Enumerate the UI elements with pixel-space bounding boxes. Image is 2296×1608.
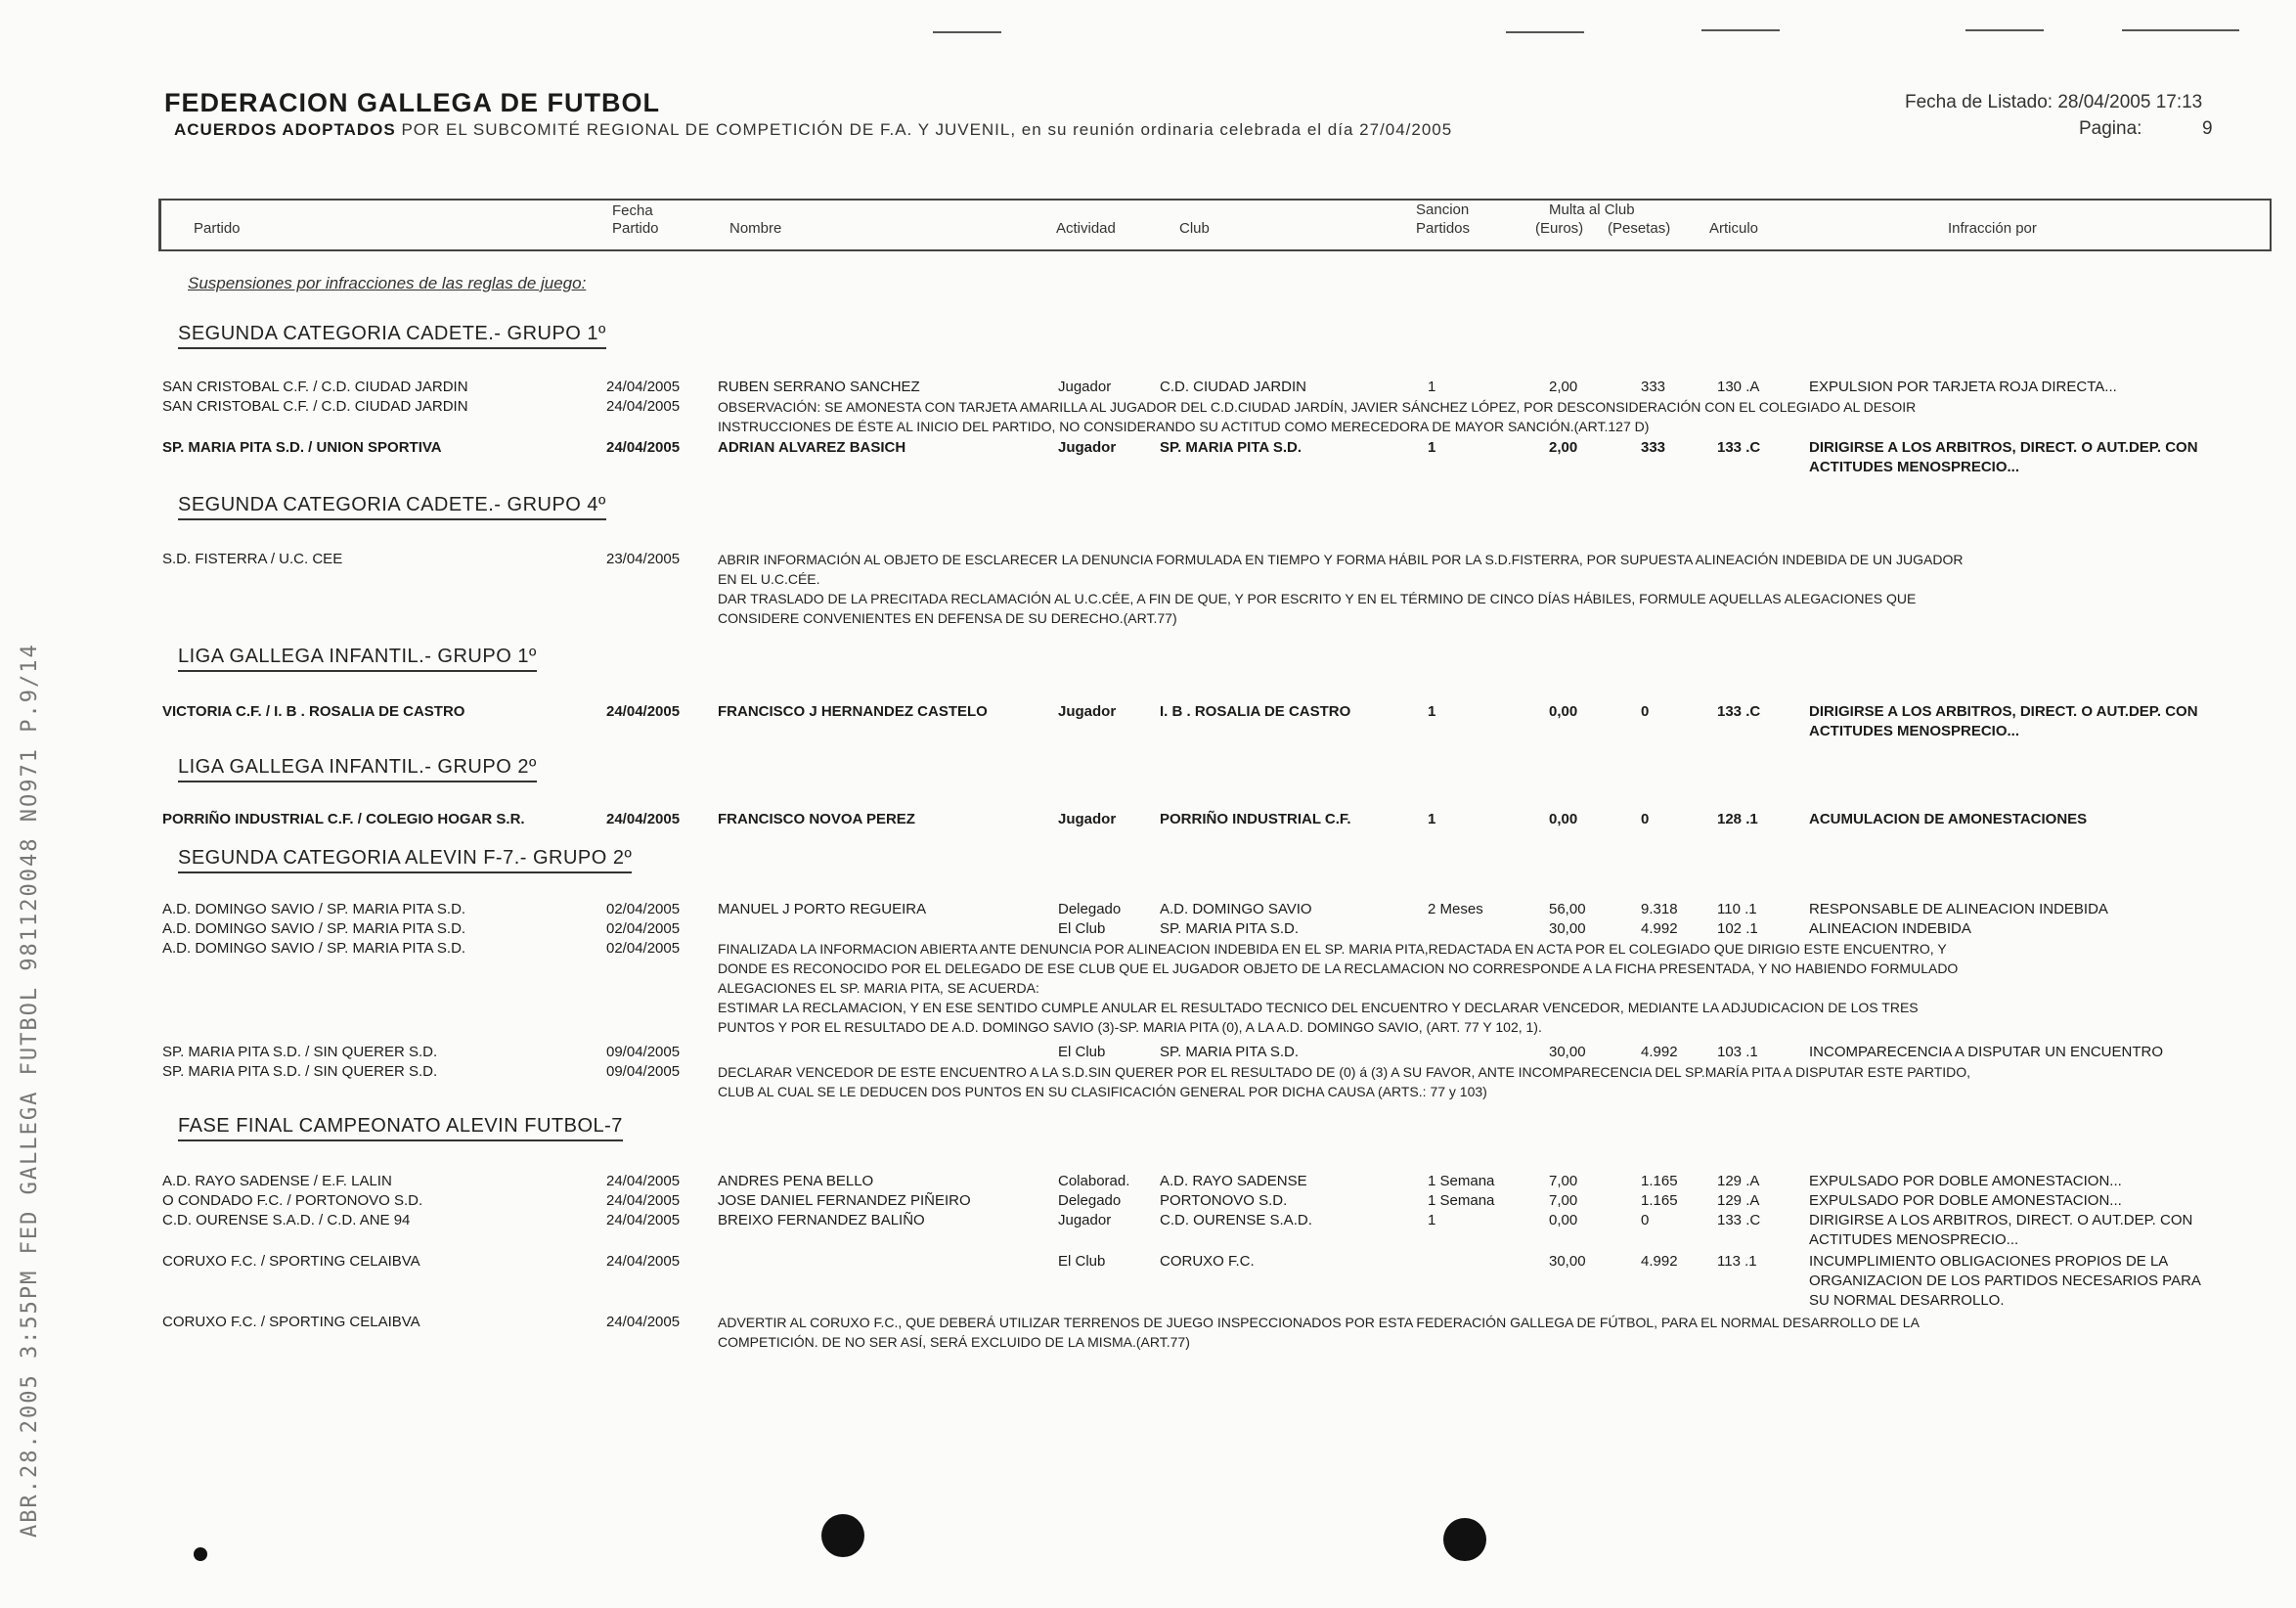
fecha-listado (1905, 92, 2202, 113)
cell-fecha: 24/04/2005 (606, 439, 681, 456)
cell-actividad: Delegado (1058, 901, 1122, 917)
cell-articulo: 133 .C (1717, 439, 1761, 456)
cell-partido: SP. MARIA PITA S.D. / UNION SPORTIVA (162, 439, 442, 456)
cell-club: I. B . ROSALIA DE CASTRO (1160, 703, 1351, 720)
observation-line: ADVERTIR AL CORUXO F.C., QUE DEBERÁ UTILIZAR TERRENOS DE JUEGO INSPECCIONADOS POR ESTA FEDERACIÓN GALLEGA DE FÚTBOL, PARA EL NORMAL DESARROLLO DE LA (718, 1315, 1920, 1330)
cell-euros: 2,00 (1549, 379, 1578, 395)
cell-euros: 7,00 (1549, 1173, 1578, 1189)
cell-articulo: 110 .1 (1717, 901, 1757, 917)
cell-euros: 30,00 (1549, 1044, 1586, 1060)
cell-actividad: Jugador (1058, 1212, 1112, 1228)
cell-actividad: Jugador (1058, 703, 1117, 720)
cell-pesetas: 1.165 (1641, 1173, 1678, 1189)
pagina-label: Pagina: (2079, 118, 2142, 139)
scan-mark (2122, 29, 2239, 31)
cell-euros: 30,00 (1549, 1253, 1586, 1270)
cell-articulo: 133 .C (1717, 703, 1761, 720)
cell-fecha: 23/04/2005 (606, 551, 681, 567)
cell-pesetas: 0 (1641, 703, 1650, 720)
group-title: FASE FINAL CAMPEONATO ALEVIN FUTBOL-7 (178, 1115, 623, 1141)
cell-euros: 30,00 (1549, 920, 1586, 937)
subtitle-lead: ACUERDOS ADOPTADOS (174, 120, 396, 139)
cell-actividad: El Club (1058, 920, 1106, 937)
observation-line: INSTRUCCIONES DE ÉSTE AL INICIO DEL PARTIDO, NO CONSIDERANDO SU ACTITUD COMO MERECEDORA DE MAYOR SANCIÓN.(ART.127 D) (718, 419, 1650, 434)
observation-line: DAR TRASLADO DE LA PRECITADA RECLAMACIÓN AL U.C.CÉE, A FIN DE QUE, Y POR ESCRITO Y EN EL TÉRMINO DE CINCO DÍAS HÁBILES, FORMULE AQUELLAS ALEGACIONES QUE (718, 591, 1917, 606)
cell-infraccion: ORGANIZACION DE LOS PARTIDOS NECESARIOS PARA (1809, 1273, 2201, 1289)
cell-fecha: 24/04/2005 (606, 1192, 681, 1209)
cell-club: A.D. RAYO SADENSE (1160, 1173, 1307, 1189)
cell-partido: A.D. DOMINGO SAVIO / SP. MARIA PITA S.D. (162, 920, 466, 937)
cell-pesetas: 333 (1641, 439, 1666, 456)
cell-partido: CORUXO F.C. / SPORTING CELAIBVA (162, 1314, 420, 1330)
fecha-value: 28/04/2005 17:13 (2057, 92, 2203, 112)
cell-fecha: 02/04/2005 (606, 901, 681, 917)
cell-pesetas: 1.165 (1641, 1192, 1678, 1209)
cell-euros: 7,00 (1549, 1192, 1578, 1209)
scan-mark (1701, 29, 1780, 31)
col-infraccion: Infracción por (1948, 220, 2037, 237)
document-subtitle (174, 120, 1452, 140)
cell-infraccion: SU NORMAL DESARROLLO. (1809, 1292, 2005, 1309)
col-fecha-1: Fecha (612, 202, 653, 219)
cell-club: C.D. OURENSE S.A.D. (1160, 1212, 1312, 1228)
col-club: Club (1179, 220, 1210, 237)
cell-club: CORUXO F.C. (1160, 1253, 1255, 1270)
scan-mark (1506, 31, 1584, 33)
cell-partido: O CONDADO F.C. / PORTONOVO S.D. (162, 1192, 423, 1209)
col-multa-euros: (Euros) (1535, 220, 1584, 237)
cell-fecha: 09/04/2005 (606, 1044, 681, 1060)
fax-header: ABR.28.2005 3:55PM FED GALLEGA FUTBOL 981120048 NO971 P.9/14 (18, 643, 42, 1538)
cell-infraccion: EXPULSION POR TARJETA ROJA DIRECTA... (1809, 379, 2117, 395)
scan-speck (194, 1547, 207, 1561)
cell-articulo: 129 .A (1717, 1173, 1760, 1189)
cell-actividad: El Club (1058, 1253, 1106, 1270)
observation-line: ESTIMAR LA RECLAMACION, Y EN ESE SENTIDO CUMPLE ANULAR EL RESULTADO TECNICO DEL ENCUENTRO Y DECLARAR VENCEDOR, MEDIANTE LA ADJUDICACION DE LOS TRES (718, 1000, 1919, 1015)
cell-pesetas: 0 (1641, 1212, 1650, 1228)
cell-fecha: 24/04/2005 (606, 703, 681, 720)
cell-nombre: FRANCISCO NOVOA PEREZ (718, 811, 915, 827)
cell-partido: C.D. OURENSE S.A.D. / C.D. ANE 94 (162, 1212, 411, 1228)
scan-mark (933, 31, 1001, 33)
cell-partido: SP. MARIA PITA S.D. / SIN QUERER S.D. (162, 1063, 438, 1080)
cell-articulo: 113 .1 (1717, 1253, 1757, 1270)
col-sancion-1: Sancion (1416, 201, 1470, 218)
observation-line: EN EL U.C.CÉE. (718, 571, 820, 587)
cell-articulo: 128 .1 (1717, 811, 1758, 827)
cell-nombre: MANUEL J PORTO REGUEIRA (718, 901, 927, 917)
cell-euros: 0,00 (1549, 811, 1578, 827)
fecha-label: Fecha de Listado: (1905, 92, 2053, 112)
pagina-value: 9 (2202, 118, 2213, 139)
cell-fecha: 02/04/2005 (606, 920, 681, 937)
cell-nombre: BREIXO FERNANDEZ BALIÑO (718, 1212, 925, 1228)
cell-nombre: RUBEN SERRANO SANCHEZ (718, 379, 920, 395)
col-actividad: Actividad (1056, 220, 1116, 237)
cell-partido: S.D. FISTERRA / U.C. CEE (162, 551, 343, 567)
cell-infraccion: DIRIGIRSE A LOS ARBITROS, DIRECT. O AUT.DEP. CON (1809, 439, 2198, 456)
scan-hole (821, 1514, 864, 1557)
cell-partido: A.D. RAYO SADENSE / E.F. LALIN (162, 1173, 392, 1189)
group-title: LIGA GALLEGA INFANTIL.- GRUPO 2º (178, 756, 537, 782)
cell-fecha: 24/04/2005 (606, 398, 681, 415)
document-title: FEDERACION GALLEGA DE FUTBOL (164, 88, 660, 117)
cell-articulo: 129 .A (1717, 1192, 1760, 1209)
cell-infraccion: ACTITUDES MENOSPRECIO... (1809, 459, 2020, 475)
cell-fecha: 24/04/2005 (606, 1253, 681, 1270)
cell-nombre: JOSE DANIEL FERNANDEZ PIÑEIRO (718, 1192, 971, 1209)
cell-fecha: 24/04/2005 (606, 1314, 681, 1330)
cell-actividad: Jugador (1058, 439, 1117, 456)
cell-nombre: ADRIAN ALVAREZ BASICH (718, 439, 906, 456)
col-fecha-2: Partido (612, 220, 659, 237)
cell-partido: CORUXO F.C. / SPORTING CELAIBVA (162, 1253, 420, 1270)
cell-pesetas: 9.318 (1641, 901, 1678, 917)
cell-infraccion: DIRIGIRSE A LOS ARBITROS, DIRECT. O AUT.DEP. CON (1809, 1212, 2193, 1228)
cell-articulo: 102 .1 (1717, 920, 1758, 937)
observation-line: COMPETICIÓN. DE NO SER ASÍ, SERÁ EXCLUIDO DE LA MISMA.(ART.77) (718, 1334, 1190, 1350)
observation-line: ABRIR INFORMACIÓN AL OBJETO DE ESCLARECER LA DENUNCIA FORMULADA EN TIEMPO Y FORMA HÁBIL POR LA S.D.FISTERRA, POR SUPUESTA ALINEACIÓN INDEBIDA DE UN JUGADOR (718, 552, 1964, 567)
group-title: SEGUNDA CATEGORIA CADETE.- GRUPO 1º (178, 323, 606, 349)
cell-fecha: 24/04/2005 (606, 1173, 681, 1189)
cell-infraccion: DIRIGIRSE A LOS ARBITROS, DIRECT. O AUT.DEP. CON (1809, 703, 2198, 720)
cell-club: PORTONOVO S.D. (1160, 1192, 1288, 1209)
cell-euros: 56,00 (1549, 901, 1586, 917)
cell-club: SP. MARIA PITA S.D. (1160, 1044, 1299, 1060)
scan-mark (1965, 29, 2044, 31)
cell-fecha: 02/04/2005 (606, 940, 681, 957)
cell-sancion: 1 (1428, 811, 1436, 827)
cell-club: PORRIÑO INDUSTRIAL C.F. (1160, 811, 1351, 827)
cell-actividad: Delegado (1058, 1192, 1122, 1209)
cell-sancion: 1 Semana (1428, 1192, 1495, 1209)
observation-line: PUNTOS Y POR EL RESULTADO DE A.D. DOMINGO SAVIO (3)-SP. MARIA PITA (0), A LA A.D. DOMINGO SAVIO, (ART. 77 Y 102, 1). (718, 1019, 1542, 1035)
cell-sancion: 1 (1428, 703, 1436, 720)
cell-partido: A.D. DOMINGO SAVIO / SP. MARIA PITA S.D. (162, 940, 466, 957)
col-articulo: Articulo (1709, 220, 1759, 237)
col-nombre: Nombre (729, 220, 782, 237)
cell-partido: SAN CRISTOBAL C.F. / C.D. CIUDAD JARDIN (162, 398, 468, 415)
observation-line: DECLARAR VENCEDOR DE ESTE ENCUENTRO A LA S.D.SIN QUERER POR EL RESULTADO DE (0) á (3) A SU FAVOR, ANTE INCOMPARECENCIA DEL SP.MARÍA PITA A DISPUTAR ESTE PARTIDO, (718, 1064, 1971, 1080)
cell-fecha: 24/04/2005 (606, 811, 681, 827)
cell-sancion: 1 (1428, 439, 1436, 456)
cell-infraccion: ACTITUDES MENOSPRECIO... (1809, 1231, 2019, 1248)
cell-actividad: Jugador (1058, 811, 1117, 827)
col-partido: Partido (194, 220, 241, 237)
cell-pesetas: 333 (1641, 379, 1666, 395)
observation-line: FINALIZADA LA INFORMACION ABIERTA ANTE DENUNCIA POR ALINEACION INDEBIDA EN EL SP. MARIA PITA,REDACTADA EN ACTA POR EL COLEGIADO QUE DIRIGIO ESTE ENCUENTRO, Y (718, 941, 1947, 957)
cell-fecha: 24/04/2005 (606, 1212, 681, 1228)
cell-club: C.D. CIUDAD JARDIN (1160, 379, 1307, 395)
cell-partido: SP. MARIA PITA S.D. / SIN QUERER S.D. (162, 1044, 438, 1060)
scan-hole (1443, 1518, 1486, 1561)
cell-partido: A.D. DOMINGO SAVIO / SP. MARIA PITA S.D. (162, 901, 466, 917)
cell-club: A.D. DOMINGO SAVIO (1160, 901, 1312, 917)
cell-infraccion: INCOMPARECENCIA A DISPUTAR UN ENCUENTRO (1809, 1044, 2163, 1060)
cell-sancion: 2 Meses (1428, 901, 1483, 917)
observation-line: CLUB AL CUAL SE LE DEDUCEN DOS PUNTOS EN SU CLASIFICACIÓN GENERAL POR DICHA CAUSA (ARTS.: 77 y 103) (718, 1084, 1487, 1099)
cell-sancion: 1 (1428, 1212, 1436, 1228)
section-title: Suspensiones por infracciones de las reglas de juego: (188, 274, 587, 292)
cell-actividad: Jugador (1058, 379, 1112, 395)
cell-articulo: 130 .A (1717, 379, 1760, 395)
cell-euros: 0,00 (1549, 703, 1578, 720)
col-sancion-2: Partidos (1416, 220, 1471, 237)
cell-euros: 0,00 (1549, 1212, 1578, 1228)
cell-infraccion: INCUMPLIMIENTO OBLIGACIONES PROPIOS DE LA (1809, 1253, 2169, 1270)
cell-articulo: 133 .C (1717, 1212, 1761, 1228)
cell-articulo: 103 .1 (1717, 1044, 1758, 1060)
cell-sancion: 1 (1428, 379, 1436, 395)
col-multa-pesetas: (Pesetas) (1608, 220, 1671, 237)
col-multa: Multa al Club (1549, 201, 1635, 218)
cell-nombre: ANDRES PENA BELLO (718, 1173, 874, 1189)
cell-actividad: Colaborad. (1058, 1173, 1130, 1189)
cell-infraccion: EXPULSADO POR DOBLE AMONESTACION... (1809, 1173, 2122, 1189)
cell-club: SP. MARIA PITA S.D. (1160, 920, 1299, 937)
cell-fecha: 24/04/2005 (606, 379, 681, 395)
cell-euros: 2,00 (1549, 439, 1578, 456)
cell-pesetas: 0 (1641, 811, 1650, 827)
cell-sancion: 1 Semana (1428, 1173, 1495, 1189)
group-title: LIGA GALLEGA INFANTIL.- GRUPO 1º (178, 646, 537, 672)
cell-pesetas: 4.992 (1641, 1044, 1678, 1060)
observation-line: ALEGACIONES EL SP. MARIA PITA, SE ACUERDA: (718, 980, 1039, 996)
cell-actividad: El Club (1058, 1044, 1106, 1060)
subtitle-rest: POR EL SUBCOMITÉ REGIONAL DE COMPETICIÓN DE F.A. Y JUVENIL, en su reunión ordinaria celebrada el día 27/04/2005 (401, 120, 1453, 139)
cell-infraccion: ACTITUDES MENOSPRECIO... (1809, 723, 2020, 739)
observation-line: DONDE ES RECONOCIDO POR EL DELEGADO DE ESE CLUB QUE EL JUGADOR OBJETO DE LA RECLAMACION NO CORRESPONDE A LA FICHA PRESENTADA, Y NO HABIENDO FORMULADO (718, 960, 1959, 976)
cell-pesetas: 4.992 (1641, 1253, 1678, 1270)
cell-pesetas: 4.992 (1641, 920, 1678, 937)
cell-infraccion: EXPULSADO POR DOBLE AMONESTACION... (1809, 1192, 2122, 1209)
cell-partido: PORRIÑO INDUSTRIAL C.F. / COLEGIO HOGAR S.R. (162, 811, 525, 827)
cell-infraccion: RESPONSABLE DE ALINEACION INDEBIDA (1809, 901, 2108, 917)
observation-line: CONSIDERE CONVENIENTES EN DEFENSA DE SU DERECHO.(ART.77) (718, 610, 1177, 626)
group-title: SEGUNDA CATEGORIA ALEVIN F-7.- GRUPO 2º (178, 847, 632, 873)
cell-partido: SAN CRISTOBAL C.F. / C.D. CIUDAD JARDIN (162, 379, 468, 395)
group-title: SEGUNDA CATEGORIA CADETE.- GRUPO 4º (178, 494, 606, 520)
cell-nombre: FRANCISCO J HERNANDEZ CASTELO (718, 703, 988, 720)
cell-infraccion: ACUMULACION DE AMONESTACIONES (1809, 811, 2088, 827)
cell-club: SP. MARIA PITA S.D. (1160, 439, 1303, 456)
observation-line: OBSERVACIÓN: SE AMONESTA CON TARJETA AMARILLA AL JUGADOR DEL C.D.CIUDAD JARDÍN, JAVIER SÁNCHEZ LÓPEZ, POR DESCONSIDERACIÓN CON EL COLEGIADO AL DESOIR (718, 399, 1917, 415)
cell-infraccion: ALINEACION INDEBIDA (1809, 920, 1971, 937)
cell-fecha: 09/04/2005 (606, 1063, 681, 1080)
cell-partido: VICTORIA C.F. / I. B . ROSALIA DE CASTRO (162, 703, 465, 720)
